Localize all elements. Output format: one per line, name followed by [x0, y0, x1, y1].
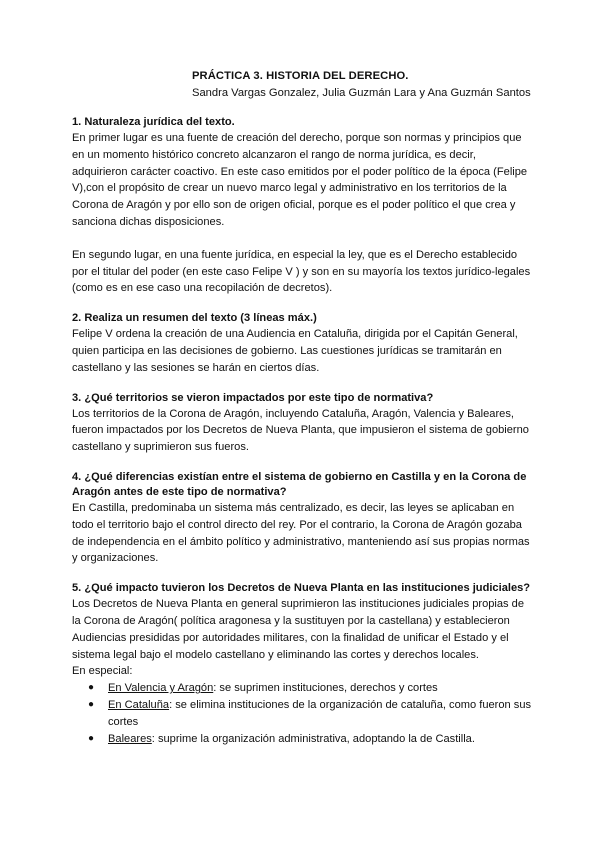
list-item-label: En Valencia y Aragón	[108, 682, 214, 695]
list-item	[72, 680, 534, 697]
section-paragraph: Los Decretos de Nueva Planta en general suprimieron las instituciones judiciales propias de la Corona de Aragón( política aragonesa y la sustituyen por la castellana) y establecieron Audiencias presididas por autoridades militares, con la finalidad de unificar el Estado y el sistema legal bajo el modelo castellano y eliminando las cortes y derechos locales.	[72, 598, 525, 661]
section-heading: 3. ¿Qué territorios se vieron impactados por este tipo de normativa?	[72, 391, 434, 404]
list-item-label: En Cataluña	[108, 698, 170, 711]
section-paragraph: Felipe V ordena la creación de una Audiencia en Cataluña, dirigida por el Capitán General, quien participa en las decisiones de gobierno. Las cuestiones jurídicas se tramitarán en castellano y las sesiones se harán en ciertos días.	[72, 328, 518, 374]
section-heading: 4. ¿Qué diferencias existían entre el sistema de gobierno en Castilla y en la Corona de Aragón antes de este tipo de normativa?	[72, 470, 527, 498]
list-item-text: : suprime la organización administrativa, adoptando la de Castilla.	[151, 732, 475, 745]
section-paragraph: En Castilla, predominaba un sistema más centralizado, es decir, las leyes se aplicaban en todo el territorio bajo el control directo del rey. Por el contrario, la Corona de Aragón gozaba de independencia en el ámbito político y administrativo, manteniendo así sus propias normas y organizaciones.	[72, 501, 530, 565]
list-item-text: : se elimina instituciones de la organización de cataluña, como fueron sus cortes	[108, 698, 532, 728]
section-2	[72, 311, 534, 376]
bullet-list	[72, 680, 534, 747]
section-heading: 2. Realiza un resumen del texto (3 líneas máx.)	[72, 312, 317, 325]
section-heading: 1. Naturaleza jurídica del texto.	[72, 116, 235, 128]
section-4	[72, 470, 534, 567]
list-item	[72, 697, 534, 731]
section-heading: 5. ¿Qué impacto tuvieron los Decretos de Nueva Planta en las instituciones judiciales?	[72, 582, 531, 595]
bullet-icon: ●	[88, 732, 95, 744]
section-paragraph: Los territorios de la Corona de Aragón, incluyendo Cataluña, Aragón, Valencia y Baleares, fueron impactados por los Decretos de Nueva Planta, que impusieron el sistema de gobierno castellano y suprimieron sus fueros.	[72, 407, 529, 454]
list-item-text: : se suprimen instituciones, derechos y cortes	[213, 682, 438, 695]
bullet-icon: ●	[88, 698, 95, 710]
document-body	[72, 115, 534, 747]
section-paragraph: En especial:	[72, 665, 133, 678]
section-paragraph: En segundo lugar, en una fuente jurídica, en especial la ley, que es el Derecho establecido por el titular del poder (en este caso Felipe V ) y son en su mayoría los textos jurídico-legales (como es en ese caso una recopilación de decretos).	[72, 248, 531, 295]
section-1	[72, 115, 534, 297]
section-paragraph: En primer lugar es una fuente de creación del derecho, porque son normas y principios que en un momento histórico concreto alcanzaron el rango de norma jurídica, es decir, adquirieron carácter coactivo. En este caso emitidos por el poder político de la época (Felipe V),con el propósito de crear un nuevo marco legal y administrativo en los territorios de la Corona de Aragón y por ello son de origen oficial, porque es el poder político el que crea y sanciona dichas disposiciones.	[72, 132, 528, 228]
bullet-icon: ●	[88, 682, 95, 694]
list-item	[72, 731, 534, 748]
section-3	[72, 391, 534, 456]
document-authors: Sandra Vargas Gonzalez, Julia Guzmán Lara y Ana Guzmán Santos	[192, 87, 531, 99]
document-title: PRÁCTICA 3. HISTORIA DEL DERECHO.	[192, 70, 409, 82]
section-5	[72, 581, 534, 747]
list-item-label: Baleares	[108, 732, 152, 745]
